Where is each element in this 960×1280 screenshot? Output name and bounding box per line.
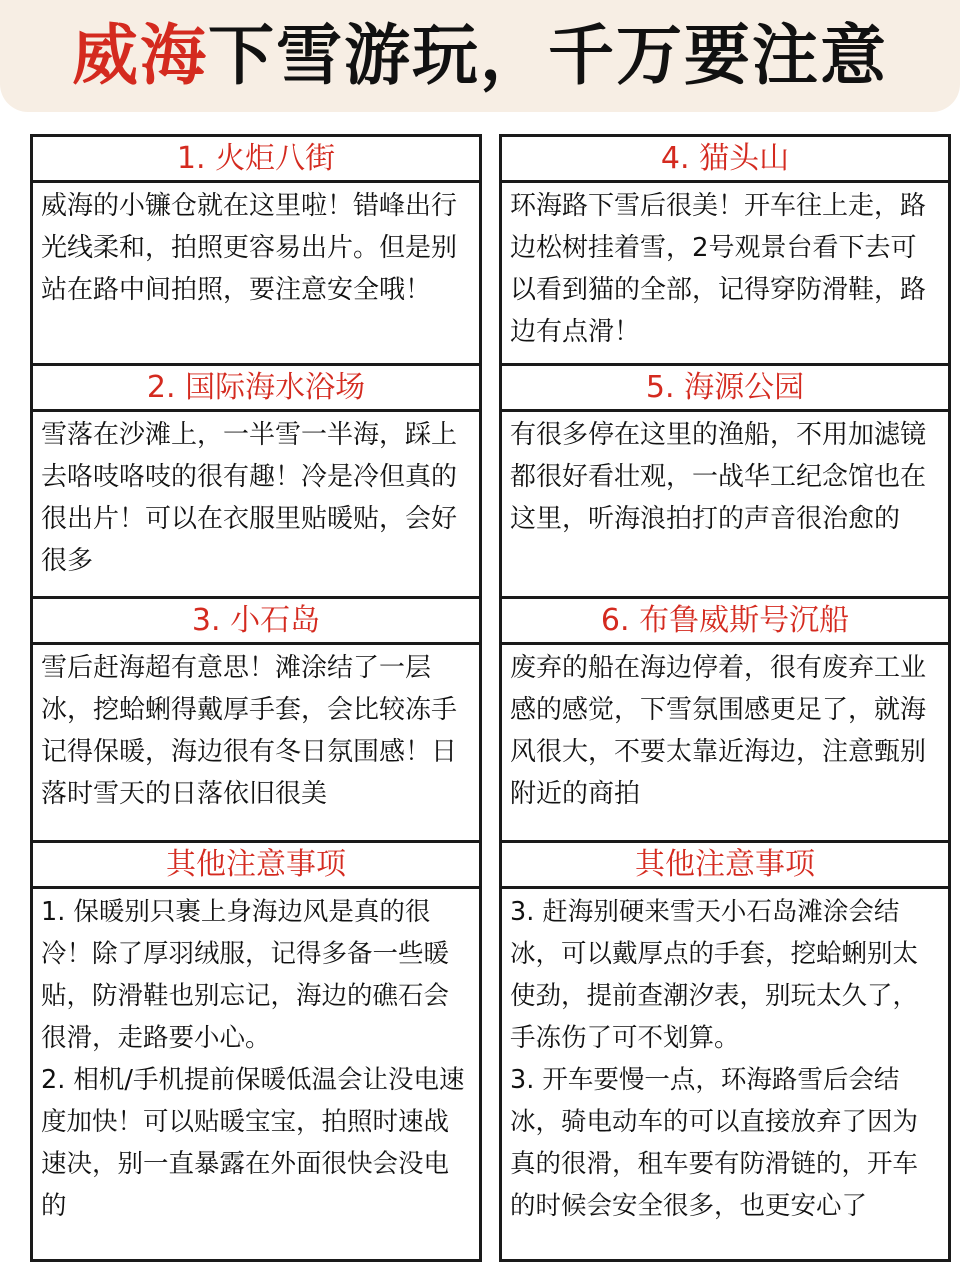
left-column xyxy=(30,134,482,1262)
title-highlight: 威海 xyxy=(72,17,208,94)
title-banner xyxy=(0,0,960,112)
spot-heading: 6. 布鲁威斯号沉船 xyxy=(502,599,948,645)
notes-card-left xyxy=(33,843,479,1259)
spot-description: 废弃的船在海边停着，很有废弃工业感的感觉，下雪氛围感更足了，就海风很大，不要太靠近海边，注意甄别附近的商拍 xyxy=(510,653,927,809)
note-item: 3. 开车要慢一点，环海路雪后会结冰，骑电动车的可以直接放弃了因为真的很滑，租车要有防滑链的，开车的时候会安全很多，也更安心了 xyxy=(510,1065,919,1221)
page-title xyxy=(72,17,888,94)
spot-description: 环海路下雪后很美！开车往上走，路边松树挂着雪，2号观景台看下去可以看到猫的全部，记得穿防滑鞋，路边有点滑！ xyxy=(510,191,927,347)
notes-body xyxy=(502,889,948,1227)
spot-card-1 xyxy=(33,137,479,366)
notes-body xyxy=(33,889,479,1227)
note-item: 2. 相机/手机提前保暖低温会让没电速度加快！可以贴暖宝宝，拍照时速战速决，别一直暴露在外面很快会没电的 xyxy=(41,1065,465,1221)
spot-description: 雪后赶海超有意思！滩涂结了一层冰，挖蛤蜊得戴厚手套，会比较冻手记得保暖，海边很有冬日氛围感！日落时雪天的日落依旧很美 xyxy=(41,653,458,809)
spot-heading: 2. 国际海水浴场 xyxy=(33,366,479,412)
note-item: 1. 保暖别只裹上身海边风是真的很冷！除了厚羽绒服，记得多备一些暖贴，防滑鞋也别忘记，海边的礁石会很滑，走路要小心。 xyxy=(41,897,450,1053)
spot-card-2 xyxy=(33,366,479,599)
spot-card-3 xyxy=(33,599,479,843)
notes-heading: 其他注意事项 xyxy=(502,843,948,889)
spot-card-6 xyxy=(502,599,948,843)
notes-heading: 其他注意事项 xyxy=(33,843,479,889)
spot-description: 雪落在沙滩上，一半雪一半海，踩上去咯吱咯吱的很有趣！冷是冷但真的很出片！可以在衣服里贴暖贴，会好很多 xyxy=(41,420,458,576)
spot-card-5 xyxy=(502,366,948,599)
notes-card-right xyxy=(502,843,948,1259)
spot-heading: 1. 火炬八街 xyxy=(33,137,479,183)
spot-heading: 3. 小石岛 xyxy=(33,599,479,645)
spot-description: 威海的小镰仓就在这里啦！错峰出行光线柔和，拍照更容易出片。但是别站在路中间拍照，要注意安全哦！ xyxy=(41,191,458,305)
spot-description: 有很多停在这里的渔船，不用加滤镜都很好看壮观，一战华工纪念馆也在这里，听海浪拍打的声音很治愈的 xyxy=(510,420,927,534)
right-column xyxy=(499,134,951,1262)
spot-heading: 5. 海源公园 xyxy=(502,366,948,412)
note-item: 3. 赶海别硬来雪天小石岛滩涂会结冰，可以戴厚点的手套，挖蛤蜊别太使劲，提前查潮汐表，别玩太久了，手冻伤了可不划算。 xyxy=(510,897,919,1053)
title-rest: 下雪游玩，千万要注意 xyxy=(208,17,888,94)
spot-card-4 xyxy=(502,137,948,366)
spot-heading: 4. 猫头山 xyxy=(502,137,948,183)
